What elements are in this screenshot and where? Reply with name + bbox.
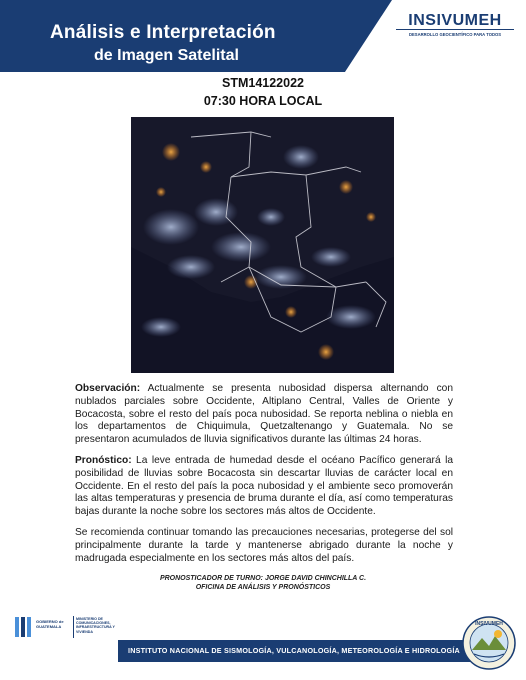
insivumeh-logo <box>396 12 514 42</box>
report-code: STM14122022 <box>221 76 304 90</box>
logo-tagline: DESARROLLO GEOCIENTÍFICO PARA TODOS <box>408 32 502 37</box>
insivumeh-seal-icon <box>462 616 516 670</box>
page-subtitle: de Imagen Satelital <box>94 47 239 64</box>
forecast-paragraph <box>75 455 453 519</box>
forecast-label: Pronóstico: <box>75 455 132 466</box>
observation-text: Actualmente se presenta nubosidad dispersa alternando con nublados parciales sobre Occidente, Altiplano Central, Valles de Oriente y Bocacosta, sobre el resto del país poca nubosidad. Se reporta neblina o niebla en los departamentos de Chiquimula, Quetzaltenango y Guatemala. No se presentaron acumulados de lluvia significativos durante las últimas 24 horas. <box>75 383 453 446</box>
forecast-text: La leve entrada de humedad desde el océano Pacífico generará la posibilidad de lluvias sobre Bocacosta sin descartar lluvias de carácter local en Occidente. En el resto del país la poca nubosidad y el ambiente seco promoverán las altas temperaturas y presencia de bruma durante el día, así como temperaturas bajas durante la noche sobre los sectores más altos de Occidente. <box>75 455 453 518</box>
satellite-map <box>131 117 394 373</box>
satellite-image <box>131 117 394 373</box>
recommendation-paragraph: Se recomienda continuar tomando las precauciones necesarias, protegerse del sol principalmente durante la tarde y mantenerse abrigado durante la noche y madrugada especialmente en los sectores más altos del país. <box>75 527 453 564</box>
institute-name: INSTITUTO NACIONAL DE SISMOLOGÍA, VULCANOLOGÍA, METEOROLOGÍA E HIDROLOGÍA <box>128 646 460 655</box>
forecaster-name: PRONOSTICADOR DE TURNO: JORGE DAVID CHINCHILLA C. <box>159 575 367 582</box>
page-title: Análisis e Interpretación <box>50 22 276 43</box>
logo-divider <box>396 29 514 30</box>
seal-label: INSIVUMEH <box>475 621 503 627</box>
ministry-label: MINISTERIO DE COMUNICACIONES, INFRAESTRUCTURA Y VIVIENDA <box>76 617 115 634</box>
observation-paragraph <box>75 383 453 447</box>
office-name: OFICINA DE ANÁLISIS Y PRONÓSTICOS <box>195 584 331 591</box>
report-time: 07:30 HORA LOCAL <box>203 94 323 108</box>
observation-label: Observación: <box>75 383 141 394</box>
header-banner <box>0 0 526 72</box>
government-label: GOBIERNO de GUATEMALA <box>36 619 64 629</box>
guatemala-flag-icon <box>15 617 33 642</box>
logo-name: INSIVUMEH <box>408 12 502 29</box>
footer-separator <box>73 616 74 638</box>
